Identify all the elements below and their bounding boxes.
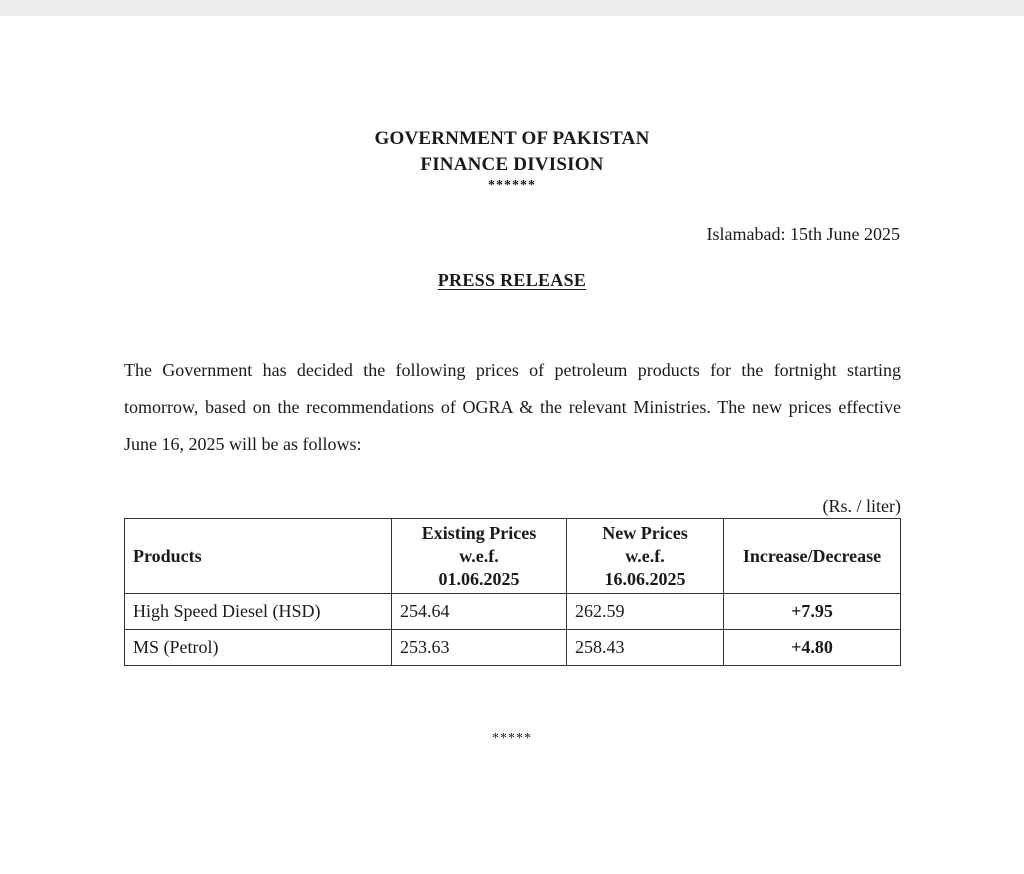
row-existing-price: 253.63 — [392, 630, 567, 666]
header-products: Products — [125, 519, 392, 594]
row-change: +4.80 — [724, 630, 901, 666]
division-heading: FINANCE DIVISION — [420, 154, 604, 175]
header-new-prices — [567, 519, 724, 594]
unit-note: (Rs. / liter) — [822, 496, 901, 516]
dateline: Islamabad: 15th June 2025 — [706, 224, 900, 244]
header-change: Increase/Decrease — [724, 519, 901, 594]
header-existing-line3: 01.06.2025 — [438, 568, 520, 589]
viewer-top-bar — [0, 0, 1024, 16]
price-table-header-row — [125, 519, 901, 594]
table-row — [125, 630, 901, 666]
footer-separator: ***** — [492, 731, 532, 746]
header-new-line3: 16.06.2025 — [604, 568, 686, 589]
row-new-price: 262.59 — [567, 594, 724, 630]
header-existing-prices — [392, 519, 567, 594]
price-table — [124, 518, 901, 666]
row-existing-price: 254.64 — [392, 594, 567, 630]
header-new-line2: w.e.f. — [625, 545, 665, 566]
header-existing-line2: w.e.f. — [459, 545, 499, 566]
press-release-title-text: PRESS RELEASE — [437, 270, 587, 290]
table-row — [125, 594, 901, 630]
announcement-paragraph: The Government has decided the following prices of petroleum products for the fortnight starting tomorrow, based on the recommendations of OGRA & the relevant Ministries. The new prices effective June 16, 2025 will be as follows: — [124, 360, 901, 454]
header-existing-line1: Existing Prices — [421, 522, 537, 543]
header-separator: ****** — [488, 178, 536, 193]
row-new-price: 258.43 — [567, 630, 724, 666]
header-new-line1: New Prices — [602, 522, 688, 543]
row-change: +7.95 — [724, 594, 901, 630]
row-product: MS (Petrol) — [125, 630, 392, 666]
row-product: High Speed Diesel (HSD) — [125, 594, 392, 630]
press-release-document — [0, 16, 1024, 874]
government-heading: GOVERNMENT OF PAKISTAN — [374, 128, 650, 149]
press-release-title — [0, 270, 1024, 291]
